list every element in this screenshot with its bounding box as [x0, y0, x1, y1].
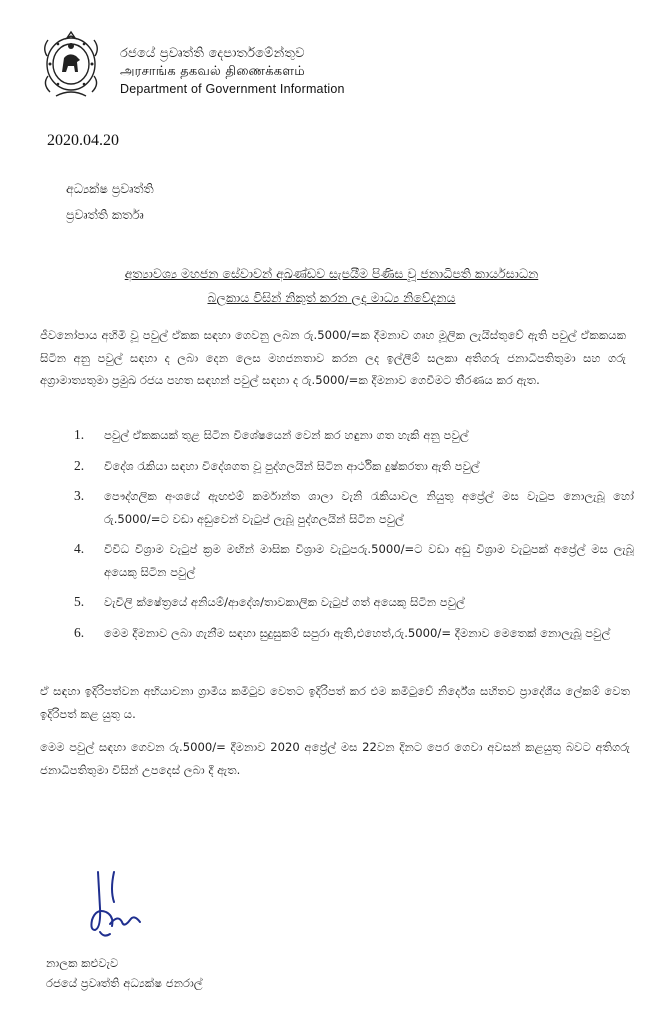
department-name-sinhala: රජයේ ප්‍රවෘත්ති දෙපාර්තමේන්තුව: [120, 46, 305, 61]
department-name-english: Department of Government Information: [120, 82, 345, 96]
list-item-number: 5.: [74, 594, 85, 609]
title-line-2: බලකාය විසින් නිකුත් කරන ලද මාධ්‍ය නිවේදනය: [207, 290, 456, 305]
list-item-number: 1.: [74, 427, 85, 442]
list-item-text: වැවිලි ක්ෂේත්‍රයේ අනියම්/ආදේශ/තාවකාලික වැටුප් ගත් අයෙකු සිටින පවුල්: [104, 595, 465, 609]
appeals-paragraph: ඒ සඳහා ඉදිරිපත්වන අභියාචනා ග්‍රාමීය කමිටුව වෙතට ඉදිරිපත් කර එම කමිටුවේ නිර්දේශ සහිතව ප්‍රාදේශීය ලේකම් වෙත ඉදිරිපත් කළ යුතු ය.: [40, 684, 630, 721]
signatory-name: නාලක කළුවැව: [46, 956, 119, 970]
list-item: [74, 455, 634, 478]
list-item-number: 3.: [74, 488, 85, 503]
list-item-number: 2.: [74, 457, 85, 473]
list-item-text: පෞද්ගලික අංශයේ ඇඟළුම් කර්මාන්ත ශාලා වැනි රැකියාවල නියුතු අප්‍රේල් මස වැටුප නොලැබූ හෝ රු.5000/=ට වඩා අඩුවෙන් වැටුප් ලැබූ පුද්ගලයින් සිටින පවුල්: [104, 489, 634, 526]
list-item: [74, 538, 634, 583]
sri-lanka-emblem-icon: [36, 26, 106, 100]
addressee-line-2: ප්‍රවෘත්ති කර්තෘ: [66, 207, 144, 222]
list-item-text: මෙම දීමනාව ලබා ගැනීම සඳහා සුදුසුකම් සපුරා ඇති,එහෙත්,රු.5000/= දීමනාව මෙතෙක් නොලැබූ පවුල්: [104, 625, 611, 640]
intro-paragraph: ජීවනෝපාය අහිමි වූ පවුල් ඒකක සඳහා ගෙවනු ලබන රු.5000/=ක දීමනාව ගෘහ මූලික ලැයිස්තුවේ ඇති පවුල් ඒකකයක සිටින අනු පවුල් සඳහා ද ලබා දෙන ලෙස මහජනතාව කරන ලද ඉල්ලීම් සලකා අතිගරු ජනාධිපතිතුමා සහ ගරු අග්‍රාමාත්‍යතුමා ප්‍රමුඛ රජය පහත සඳහන් පවුල් සඳහා ද රු.5000/=ක දීමනාව ගෙවීමට තීරණය කර ඇත.: [40, 328, 626, 387]
list-item: [74, 485, 634, 530]
eligibility-list: [74, 424, 634, 652]
department-name-tamil: அரசாங்க தகவல் திணைக்களம்: [120, 64, 305, 79]
list-item-number: 6.: [74, 624, 85, 640]
list-item-number: 4.: [74, 541, 85, 556]
list-item-text: විදේශ රැකියා සඳහා විදේශගත වූ පුද්ගලයින් සිටින ආර්ථික දුෂ්කරතා ඇති පවුල්: [104, 458, 480, 473]
signatory-title: රජයේ ප්‍රවෘත්ති අධ්‍යක්ෂ ජනරාල්: [46, 976, 203, 990]
document-date: 2020.04.20: [47, 132, 119, 149]
list-item: [74, 424, 634, 447]
list-item: [74, 622, 634, 645]
list-item-text: විවිධ විශ්‍රාම වැටුප් ක්‍රම මඟින් මාසික විශ්‍රාම වැටුපරු.5000/=ට වඩා අඩු විශ්‍රාම වැටුපක් අප්‍රේල් මස ලැබූ අයෙකු සිටින පවුල්: [104, 542, 634, 579]
payment-deadline-paragraph: මෙම පවුල් සඳහා ගෙවන රු.5000/= දීමනාව 2020 අප්‍රේල් මස 22වන දිනට පෙර ගෙවා අවසන් කළයුතු බවට අතිගරු ජනාධිපතිතුමා විසින් උපදෙස් ලබා දී ඇත.: [40, 740, 630, 777]
list-item-text: පවුල් ඒකකයක් තුළ සිටින විශේෂයෙන් වෙන් කර හඳුනා ගත හැකි අනු පවුල්: [104, 428, 469, 442]
addressee-line-1: අධ්‍යක්ෂ ප්‍රවෘත්ති: [66, 181, 154, 196]
list-item: [74, 591, 634, 614]
title-line-1: අත්‍යාවශ්‍ය මහජන සේවාවන් අඛණ්ඩව සැපයීම පිණිස වූ ජනාධිපති කාර්යසාධන: [124, 266, 539, 281]
handwritten-signature-icon: [70, 868, 160, 948]
